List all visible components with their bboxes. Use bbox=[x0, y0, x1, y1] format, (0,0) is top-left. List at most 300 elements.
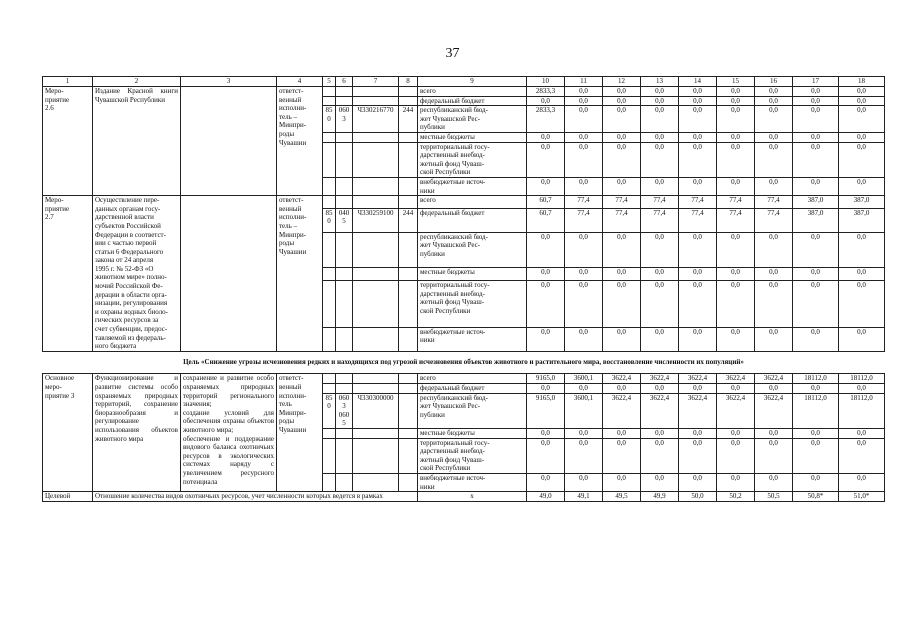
budget-code bbox=[353, 268, 399, 281]
value-cell: 0,0 bbox=[679, 106, 717, 133]
value-cell: 0,0 bbox=[565, 142, 603, 177]
value-cell: 0,0 bbox=[793, 177, 839, 195]
value-cell: 0,0 bbox=[679, 473, 717, 491]
budget-code bbox=[399, 196, 418, 209]
value-cell: 3622,4 bbox=[679, 374, 717, 384]
budget-code bbox=[353, 177, 399, 195]
funding-source: территориальный госу- дарственный внебюд- жетный фонд Чуваш- ской Республики bbox=[418, 142, 527, 177]
value-cell: 0,0 bbox=[603, 96, 641, 106]
funding-source: республиканский бюд- жет Чувашской Рес- публики bbox=[418, 106, 527, 133]
value-cell: 77,4 bbox=[641, 196, 679, 209]
value-cell: 0,0 bbox=[603, 438, 641, 473]
value-cell: 0,0 bbox=[717, 428, 755, 438]
value-cell: 0,0 bbox=[565, 438, 603, 473]
goal-row bbox=[43, 351, 885, 374]
budget-code bbox=[323, 96, 336, 106]
table-body bbox=[43, 77, 885, 502]
value-cell: 77,4 bbox=[565, 196, 603, 209]
value-cell: 0,0 bbox=[527, 428, 565, 438]
value-cell: 0,0 bbox=[679, 96, 717, 106]
value-cell: 18112,0 bbox=[839, 393, 885, 428]
value-cell: 0,0 bbox=[839, 428, 885, 438]
value-cell: 0,0 bbox=[717, 327, 755, 351]
budget-code bbox=[399, 438, 418, 473]
value-cell: 0,0 bbox=[679, 428, 717, 438]
funding-source: всего bbox=[418, 374, 527, 384]
value-cell: 0,0 bbox=[565, 428, 603, 438]
budget-code bbox=[323, 428, 336, 438]
value-cell: 0,0 bbox=[755, 384, 793, 394]
value-cell: 0,0 bbox=[527, 384, 565, 394]
value-cell: 0,0 bbox=[839, 384, 885, 394]
value-cell: 0,0 bbox=[603, 428, 641, 438]
target-text: Отношение количества видов охотничьих ресурсов, учет численности которых ведется в рамках bbox=[93, 492, 418, 502]
column-number: 11 bbox=[565, 77, 603, 87]
budget-code bbox=[353, 327, 399, 351]
target-value: 49,9 bbox=[641, 492, 679, 502]
value-cell: 0,0 bbox=[717, 96, 755, 106]
page-number: 37 bbox=[445, 46, 460, 61]
value-cell: 77,4 bbox=[755, 208, 793, 232]
value-cell: 0,0 bbox=[603, 268, 641, 281]
value-cell: 0,0 bbox=[839, 438, 885, 473]
measure-label: Меро- приятие 2.6 bbox=[43, 87, 93, 196]
value-cell: 0,0 bbox=[679, 280, 717, 327]
value-cell: 0,0 bbox=[717, 177, 755, 195]
value-cell: 0,0 bbox=[565, 384, 603, 394]
column-number: 10 bbox=[527, 77, 565, 87]
target-value: 50,2 bbox=[717, 492, 755, 502]
funding-source: внебюджетные источ- ники bbox=[418, 327, 527, 351]
value-cell: 0,0 bbox=[641, 327, 679, 351]
value-cell: 2833,3 bbox=[527, 106, 565, 133]
value-cell: 0,0 bbox=[565, 473, 603, 491]
value-cell: 3622,4 bbox=[603, 393, 641, 428]
value-cell: 3600,1 bbox=[565, 393, 603, 428]
value-cell: 9165,0 bbox=[527, 374, 565, 384]
value-cell: 0,0 bbox=[527, 280, 565, 327]
value-cell: 0,0 bbox=[755, 268, 793, 281]
column-number: 5 bbox=[323, 77, 336, 87]
value-cell: 0,0 bbox=[755, 438, 793, 473]
value-cell: 0,0 bbox=[839, 132, 885, 142]
budget-code: 850 bbox=[323, 208, 336, 232]
funding-source: республиканский бюд- жет Чувашской Рес- публики bbox=[418, 393, 527, 428]
value-cell: 0,0 bbox=[839, 268, 885, 281]
task-description: сохранение и развитие особо охраняемых природных территорий регионального значения; создание условий для обеспечения охраны объектов животного мира; обеспечение и поддержание видового баланса охотничьих ресурсов в экологических системах наряду с увеличением ресурсного потенциала bbox=[181, 374, 277, 492]
column-number: 9 bbox=[418, 77, 527, 87]
budget-code bbox=[336, 232, 353, 267]
value-cell: 0,0 bbox=[679, 327, 717, 351]
value-cell: 0,0 bbox=[527, 96, 565, 106]
budget-code bbox=[336, 87, 353, 97]
budget-code: Ч330300000 bbox=[353, 393, 399, 428]
value-cell: 0,0 bbox=[679, 177, 717, 195]
document-sheet bbox=[42, 76, 873, 502]
budget-code bbox=[353, 280, 399, 327]
funding-source: всего bbox=[418, 87, 527, 97]
value-cell: 0,0 bbox=[565, 106, 603, 133]
value-cell: 77,4 bbox=[717, 208, 755, 232]
value-cell: 0,0 bbox=[717, 268, 755, 281]
column-number: 15 bbox=[717, 77, 755, 87]
budget-code bbox=[323, 232, 336, 267]
value-cell: 3622,4 bbox=[641, 374, 679, 384]
budget-code bbox=[399, 384, 418, 394]
value-cell: 0,0 bbox=[641, 384, 679, 394]
value-cell: 0,0 bbox=[717, 384, 755, 394]
value-cell: 0,0 bbox=[641, 268, 679, 281]
budget-code bbox=[399, 327, 418, 351]
budget-table bbox=[42, 76, 885, 502]
value-cell: 0,0 bbox=[641, 280, 679, 327]
value-cell: 0,0 bbox=[755, 96, 793, 106]
value-cell: 0,0 bbox=[527, 232, 565, 267]
budget-code bbox=[323, 132, 336, 142]
budget-code: 0405 bbox=[336, 208, 353, 232]
value-cell: 0,0 bbox=[565, 132, 603, 142]
value-cell: 387,0 bbox=[839, 196, 885, 209]
value-cell: 0,0 bbox=[839, 232, 885, 267]
target-value: 49,0 bbox=[527, 492, 565, 502]
value-cell: 0,0 bbox=[527, 142, 565, 177]
value-cell: 0,0 bbox=[793, 327, 839, 351]
value-cell: 0,0 bbox=[527, 473, 565, 491]
budget-code bbox=[399, 177, 418, 195]
budget-code: 244 bbox=[399, 106, 418, 133]
value-cell: 0,0 bbox=[679, 232, 717, 267]
measure-name: Осуществление пере- данных органам госу- дарственной власти субъектов Российской Федерации в соответст- вии с частью первой статьи 6 Федерального закона от 24 апреля 1995 г. № 52-ФЗ «О животном мире» полно- мочий Российской Фе- дерации в области орга- низации, регулирования и охраны водных биоло- гических ресурсов за счет субвенции, предос- тавляемой из федераль- ного бюджета bbox=[93, 196, 181, 352]
budget-code bbox=[399, 393, 418, 428]
budget-code: Ч330216770 bbox=[353, 106, 399, 133]
value-cell: 0,0 bbox=[679, 132, 717, 142]
value-cell: 0,0 bbox=[679, 384, 717, 394]
value-cell: 0,0 bbox=[565, 177, 603, 195]
budget-code bbox=[336, 384, 353, 394]
funding-source: федеральный бюджет bbox=[418, 96, 527, 106]
measure-name: Функционирование и развитие системы особо охраняемых природных территорий, сохранение биоразнообразия и регулирование использования объектов животного мира bbox=[93, 374, 181, 492]
value-cell: 0,0 bbox=[565, 87, 603, 97]
value-cell: 0,0 bbox=[527, 327, 565, 351]
value-cell: 77,4 bbox=[565, 208, 603, 232]
value-cell: 60,7 bbox=[527, 196, 565, 209]
budget-code: Ч330259100 bbox=[353, 208, 399, 232]
budget-code bbox=[336, 177, 353, 195]
budget-code bbox=[353, 96, 399, 106]
measure-name: Издание Красной книги Чувашской Республики bbox=[93, 87, 181, 196]
responsible-executor: ответст- венный исполни- тель – Минпри- роды Чувашии bbox=[277, 87, 323, 196]
target-value: 50,5 bbox=[755, 492, 793, 502]
budget-code bbox=[336, 473, 353, 491]
budget-code: 244 bbox=[399, 208, 418, 232]
value-cell: 0,0 bbox=[603, 280, 641, 327]
budget-code bbox=[399, 428, 418, 438]
table-row bbox=[43, 196, 885, 209]
budget-code bbox=[323, 280, 336, 327]
budget-code bbox=[399, 232, 418, 267]
budget-code bbox=[336, 428, 353, 438]
column-number: 16 bbox=[755, 77, 793, 87]
value-cell: 0,0 bbox=[603, 384, 641, 394]
value-cell: 0,0 bbox=[641, 438, 679, 473]
value-cell: 18112,0 bbox=[793, 393, 839, 428]
value-cell: 0,0 bbox=[603, 473, 641, 491]
value-cell: 0,0 bbox=[717, 473, 755, 491]
column-number: 18 bbox=[839, 77, 885, 87]
value-cell: 0,0 bbox=[717, 106, 755, 133]
budget-code bbox=[336, 142, 353, 177]
budget-code bbox=[323, 384, 336, 394]
value-cell: 0,0 bbox=[839, 106, 885, 133]
funding-source: внебюджетные источ- ники bbox=[418, 473, 527, 491]
budget-code bbox=[399, 96, 418, 106]
value-cell: 0,0 bbox=[565, 96, 603, 106]
value-cell: 18112,0 bbox=[793, 374, 839, 384]
value-cell: 0,0 bbox=[641, 96, 679, 106]
budget-code bbox=[336, 96, 353, 106]
measure-label: Меро- приятие 2.7 bbox=[43, 196, 93, 352]
table-row bbox=[43, 87, 885, 97]
value-cell: 0,0 bbox=[755, 87, 793, 97]
budget-code bbox=[323, 374, 336, 384]
value-cell: 0,0 bbox=[603, 327, 641, 351]
value-cell: 0,0 bbox=[717, 280, 755, 327]
value-cell: 0,0 bbox=[565, 268, 603, 281]
budget-code bbox=[353, 196, 399, 209]
value-cell: 0,0 bbox=[679, 438, 717, 473]
value-cell: 0,0 bbox=[641, 232, 679, 267]
value-cell: 0,0 bbox=[603, 177, 641, 195]
funding-source: территориальный госу- дарственный внебюд- жетный фонд Чуваш- ской Республики bbox=[418, 438, 527, 473]
value-cell: 0,0 bbox=[755, 106, 793, 133]
value-cell: 0,0 bbox=[755, 428, 793, 438]
budget-code bbox=[399, 473, 418, 491]
value-cell: 0,0 bbox=[839, 327, 885, 351]
column-number: 12 bbox=[603, 77, 641, 87]
budget-code bbox=[336, 196, 353, 209]
target-value: 50,8* bbox=[793, 492, 839, 502]
value-cell: 18112,0 bbox=[839, 374, 885, 384]
column-number: 1 bbox=[43, 77, 93, 87]
column-number: 13 bbox=[641, 77, 679, 87]
column-number: 2 bbox=[93, 77, 181, 87]
budget-code bbox=[336, 374, 353, 384]
value-cell: 0,0 bbox=[755, 327, 793, 351]
value-cell: 0,0 bbox=[793, 232, 839, 267]
table-row bbox=[43, 374, 885, 384]
value-cell: 0,0 bbox=[565, 232, 603, 267]
value-cell: 0,0 bbox=[839, 473, 885, 491]
value-cell: 0,0 bbox=[755, 177, 793, 195]
budget-code bbox=[336, 132, 353, 142]
value-cell: 0,0 bbox=[839, 280, 885, 327]
budget-code bbox=[336, 327, 353, 351]
value-cell: 77,4 bbox=[679, 196, 717, 209]
responsible-executor: ответст- венный исполни- тель – Минпри- роды Чувашии bbox=[277, 196, 323, 352]
value-cell: 0,0 bbox=[603, 132, 641, 142]
budget-code bbox=[336, 268, 353, 281]
budget-code bbox=[323, 473, 336, 491]
value-cell: 0,0 bbox=[717, 232, 755, 267]
value-cell: 0,0 bbox=[641, 87, 679, 97]
value-cell: 0,0 bbox=[839, 87, 885, 97]
column-number: 3 bbox=[181, 77, 277, 87]
value-cell: 77,4 bbox=[603, 208, 641, 232]
responsible-executor: ответст- венный исполни- тель Минпри- роды Чувашии bbox=[277, 374, 323, 492]
target-value: 50,0 bbox=[679, 492, 717, 502]
value-cell: 0,0 bbox=[755, 142, 793, 177]
value-cell: 387,0 bbox=[793, 208, 839, 232]
value-cell: 2833,3 bbox=[527, 87, 565, 97]
budget-code bbox=[323, 196, 336, 209]
value-cell: 77,4 bbox=[755, 196, 793, 209]
value-cell: 0,0 bbox=[793, 87, 839, 97]
funding-source: местные бюджеты bbox=[418, 132, 527, 142]
value-cell: 77,4 bbox=[641, 208, 679, 232]
value-cell: 3622,4 bbox=[641, 393, 679, 428]
value-cell: 0,0 bbox=[641, 428, 679, 438]
value-cell: 0,0 bbox=[527, 268, 565, 281]
value-cell: 0,0 bbox=[527, 132, 565, 142]
budget-code bbox=[399, 280, 418, 327]
value-cell: 0,0 bbox=[839, 96, 885, 106]
budget-code bbox=[399, 87, 418, 97]
budget-code bbox=[353, 142, 399, 177]
value-cell: 0,0 bbox=[755, 280, 793, 327]
value-cell: 0,0 bbox=[641, 132, 679, 142]
budget-code bbox=[336, 280, 353, 327]
budget-code bbox=[399, 268, 418, 281]
value-cell: 3622,4 bbox=[603, 374, 641, 384]
value-cell: 9165,0 bbox=[527, 393, 565, 428]
value-cell: 0,0 bbox=[793, 142, 839, 177]
target-value: 51,0* bbox=[839, 492, 885, 502]
budget-code: 0603 0605 bbox=[336, 393, 353, 428]
budget-code bbox=[353, 473, 399, 491]
funding-source: федеральный бюджет bbox=[418, 384, 527, 394]
budget-code bbox=[353, 132, 399, 142]
value-cell: 387,0 bbox=[839, 208, 885, 232]
value-cell: 0,0 bbox=[603, 232, 641, 267]
funding-source: федеральный бюджет bbox=[418, 208, 527, 232]
value-cell: 387,0 bbox=[793, 196, 839, 209]
budget-code bbox=[399, 132, 418, 142]
value-cell: 3622,4 bbox=[717, 393, 755, 428]
value-cell: 0,0 bbox=[641, 106, 679, 133]
budget-code bbox=[353, 384, 399, 394]
budget-code bbox=[353, 87, 399, 97]
value-cell: 77,4 bbox=[679, 208, 717, 232]
value-cell: 0,0 bbox=[603, 106, 641, 133]
header-row bbox=[43, 77, 885, 87]
value-cell: 0,0 bbox=[839, 142, 885, 177]
value-cell: 0,0 bbox=[641, 473, 679, 491]
budget-code: 850 bbox=[323, 106, 336, 133]
value-cell: 0,0 bbox=[641, 142, 679, 177]
value-cell: 3622,4 bbox=[755, 374, 793, 384]
funding-source: местные бюджеты bbox=[418, 268, 527, 281]
value-cell: 0,0 bbox=[679, 268, 717, 281]
value-cell: 3622,4 bbox=[755, 393, 793, 428]
target-unit: х bbox=[418, 492, 527, 502]
value-cell: 0,0 bbox=[793, 428, 839, 438]
column-number: 4 bbox=[277, 77, 323, 87]
column-number: 8 bbox=[399, 77, 418, 87]
task-description bbox=[181, 196, 277, 352]
value-cell: 0,0 bbox=[755, 132, 793, 142]
budget-code bbox=[399, 142, 418, 177]
budget-code bbox=[399, 374, 418, 384]
value-cell: 0,0 bbox=[527, 438, 565, 473]
funding-source: территориальный госу- дарственный внебюд- жетный фонд Чуваш- ской Республики bbox=[418, 280, 527, 327]
value-cell: 0,0 bbox=[793, 106, 839, 133]
value-cell: 0,0 bbox=[793, 268, 839, 281]
value-cell: 0,0 bbox=[755, 473, 793, 491]
target-value: 49,1 bbox=[565, 492, 603, 502]
measure-label: Основное меро- приятие 3 bbox=[43, 374, 93, 492]
target-label: Целевой bbox=[43, 492, 93, 502]
value-cell: 0,0 bbox=[793, 132, 839, 142]
funding-source: республиканский бюд- жет Чувашской Рес- публики bbox=[418, 232, 527, 267]
column-number: 14 bbox=[679, 77, 717, 87]
value-cell: 0,0 bbox=[603, 142, 641, 177]
budget-code bbox=[323, 268, 336, 281]
budget-code: 0603 bbox=[336, 106, 353, 133]
task-description bbox=[181, 87, 277, 196]
budget-code bbox=[353, 232, 399, 267]
budget-code bbox=[323, 142, 336, 177]
budget-code bbox=[353, 374, 399, 384]
value-cell: 0,0 bbox=[527, 177, 565, 195]
value-cell: 0,0 bbox=[839, 177, 885, 195]
value-cell: 0,0 bbox=[717, 87, 755, 97]
column-number: 6 bbox=[336, 77, 353, 87]
value-cell: 0,0 bbox=[793, 280, 839, 327]
value-cell: 60,7 bbox=[527, 208, 565, 232]
value-cell: 3622,4 bbox=[717, 374, 755, 384]
budget-code bbox=[323, 87, 336, 97]
funding-source: всего bbox=[418, 196, 527, 209]
value-cell: 0,0 bbox=[565, 280, 603, 327]
budget-code bbox=[323, 177, 336, 195]
budget-code: 850 bbox=[323, 393, 336, 428]
value-cell: 0,0 bbox=[679, 142, 717, 177]
value-cell: 0,0 bbox=[793, 384, 839, 394]
value-cell: 0,0 bbox=[717, 438, 755, 473]
value-cell: 0,0 bbox=[717, 132, 755, 142]
value-cell: 3600,1 bbox=[565, 374, 603, 384]
target-row bbox=[43, 492, 885, 502]
value-cell: 3622,4 bbox=[679, 393, 717, 428]
funding-source: местные бюджеты bbox=[418, 428, 527, 438]
column-number: 17 bbox=[793, 77, 839, 87]
budget-code bbox=[336, 438, 353, 473]
budget-code bbox=[353, 428, 399, 438]
value-cell: 0,0 bbox=[793, 473, 839, 491]
value-cell: 0,0 bbox=[755, 232, 793, 267]
target-value: 49,5 bbox=[603, 492, 641, 502]
value-cell: 0,0 bbox=[793, 438, 839, 473]
value-cell: 77,4 bbox=[603, 196, 641, 209]
value-cell: 0,0 bbox=[603, 87, 641, 97]
value-cell: 77,4 bbox=[717, 196, 755, 209]
value-cell: 0,0 bbox=[641, 177, 679, 195]
value-cell: 0,0 bbox=[793, 96, 839, 106]
budget-code bbox=[353, 438, 399, 473]
value-cell: 0,0 bbox=[679, 87, 717, 97]
goal-title: Цель «Снижение угрозы исчезновения редких и находящихся под угрозой исчезновения объектов животного и растительного мира, восстановление численности их популяций» bbox=[43, 351, 885, 374]
budget-code bbox=[323, 438, 336, 473]
